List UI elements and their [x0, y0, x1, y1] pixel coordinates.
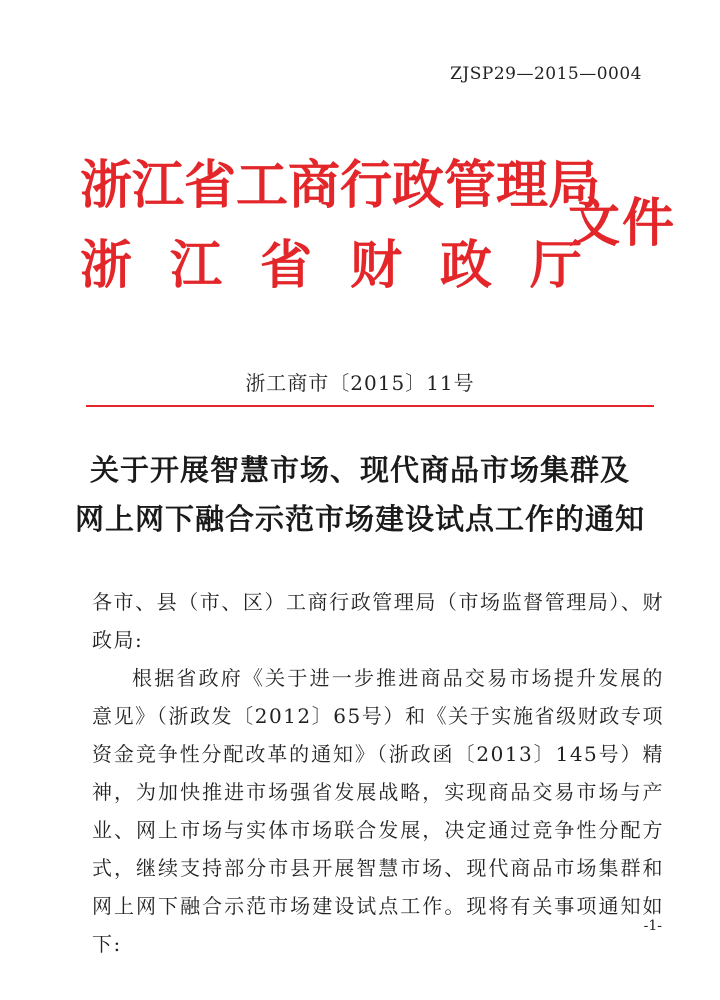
document-number: 浙工商市〔2015〕11号 [245, 371, 475, 395]
document-code: ZJSP29—2015—0004 [450, 64, 642, 84]
issuer-name-line-1: 浙江省工商行政管理局 [80, 155, 601, 216]
page-number: -1- [643, 918, 662, 934]
addressee: 各市、县（市、区）工商行政管理局（市场监督管理局）、财政局: [92, 590, 664, 652]
body-paragraph: 根据省政府《关于进一步推进商品交易市场提升发展的意见》（浙政发〔2012〕65号）和《关于实施省级财政专项资金竞争性分配改革的通知》（浙政函〔2013〕145号）精神，为加快推进市场强省发展战略，实现商品交易市场与产业、网上市场与实体市场联合发展，决定通过竞争性分配方式，继续支持部分市县开展智慧市场、现代商品市场集群和网上网下融合示范市场建设试点工作。现将有关事项通知如下: [92, 666, 664, 956]
document-body [92, 583, 664, 963]
notice-title-line-2: 网上网下融合示范市场建设试点工作的通知 [74, 502, 645, 536]
issuer-name-line-2: 浙江省财政厅 [80, 235, 621, 296]
red-divider-line [86, 405, 654, 407]
document-word: 文件 [568, 193, 677, 254]
notice-title-line-1: 关于开展智慧市场、现代商品市场集群及 [89, 453, 630, 487]
